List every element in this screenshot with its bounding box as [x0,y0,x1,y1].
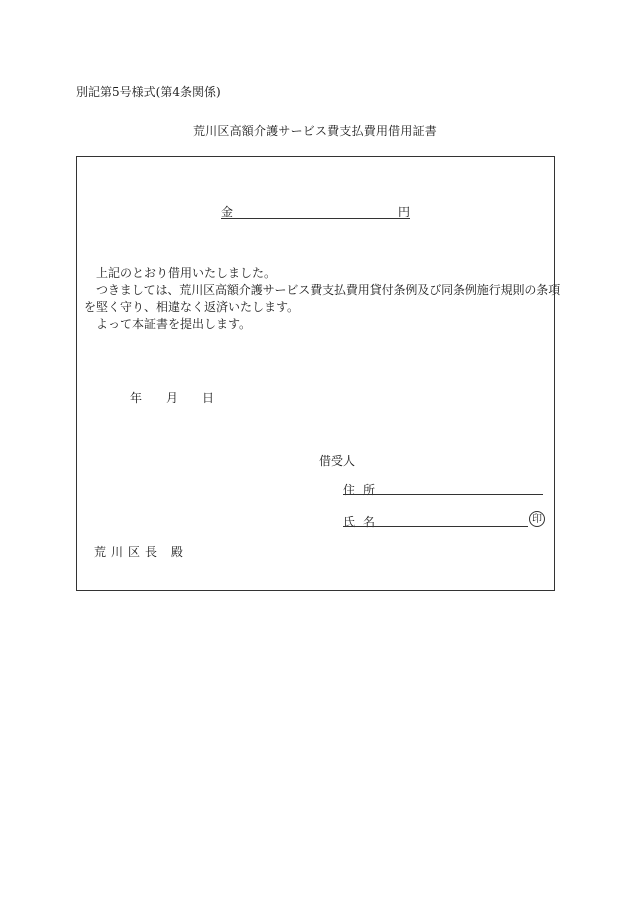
document-title: 荒川区高額介護サービス費支払費用借用証書 [192,124,437,138]
address-field-line [343,494,543,495]
seal-mark-icon: 印 [529,511,545,527]
name-field-line [343,526,528,527]
amount-suffix: 円 [398,205,411,219]
name-label: 氏名 [343,515,384,529]
body-line-4: よって本証書を提出します。 [96,317,252,331]
form-reference: 別記第5号様式(第4条関係) [76,85,221,99]
amount-underline [221,203,410,219]
date-year-label: 年 [130,391,143,405]
date-month-label: 月 [166,391,179,405]
borrower-heading: 借受人 [319,454,356,468]
amount-prefix: 金 [221,205,234,219]
address-label: 住所 [343,483,384,497]
addressee: 荒川区長 殿 [94,545,188,559]
body-line-2: つきましては、荒川区高額介護サービス費支払費用貸付条例及び同条例施行規則の条項 [96,283,561,297]
date-day-label: 日 [202,391,215,405]
body-line-1: 上記のとおり借用いたしました。 [96,266,277,280]
body-line-3: を堅く守り、相違なく返済いたします。 [84,300,300,314]
